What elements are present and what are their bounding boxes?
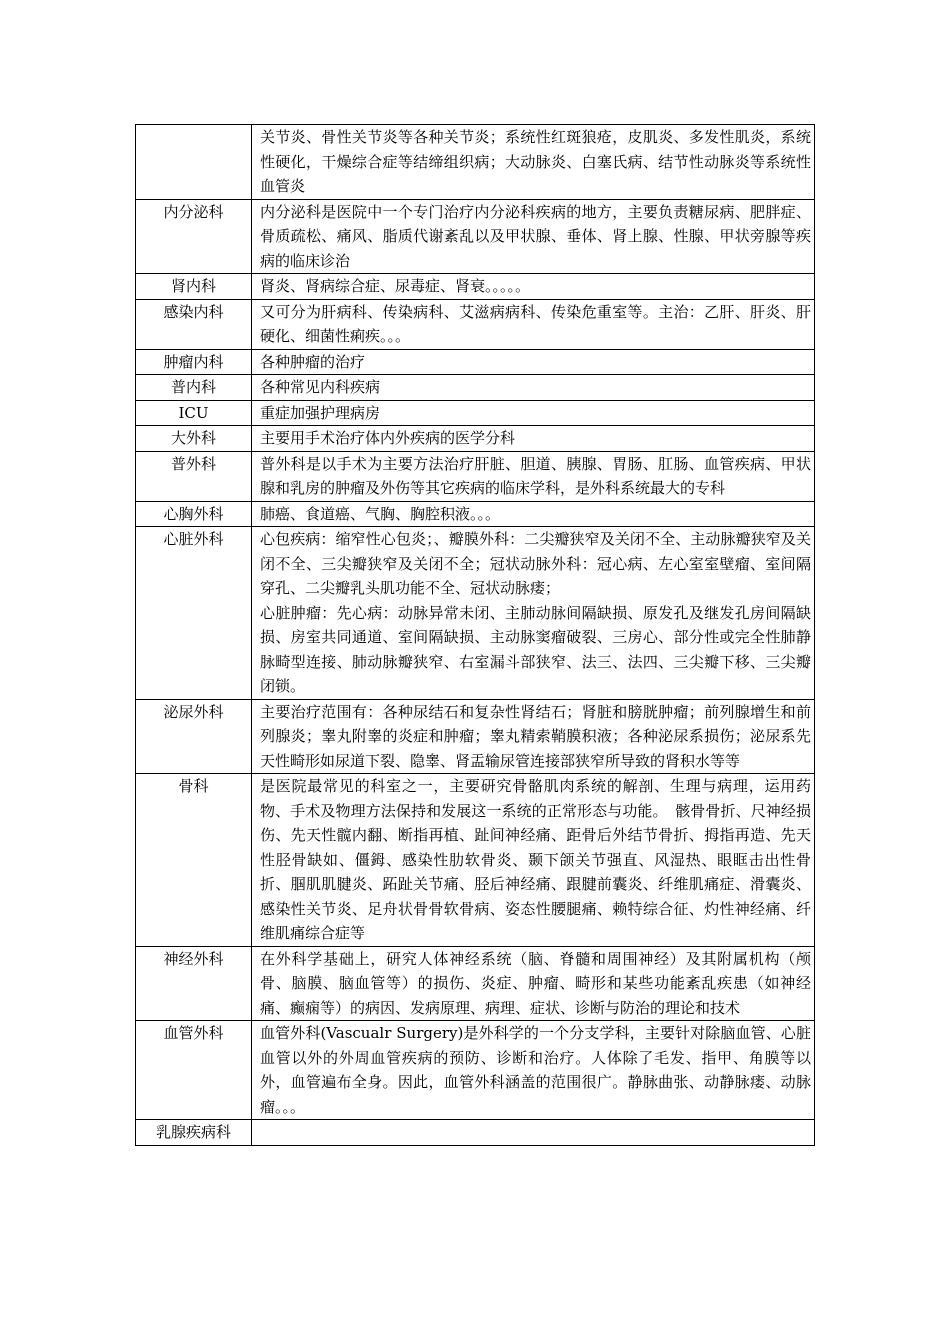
department-name: 血管外科 xyxy=(136,1021,252,1120)
table-row xyxy=(136,274,815,300)
department-description xyxy=(252,501,815,527)
department-name: 肿瘤内科 xyxy=(136,349,252,375)
table-row xyxy=(136,125,815,200)
table-row xyxy=(136,946,815,1021)
department-table-body xyxy=(136,125,815,1146)
table-row xyxy=(136,199,815,274)
description-paragraph: 普外科是以手术为主要方法治疗肝脏、胆道、胰腺、胃肠、肛肠、血管疾病、甲状腺和乳房的肿瘤及外伤等其它疾病的临床学科，是外科系统最大的专科 xyxy=(260,454,811,497)
description-paragraph: 内分泌科是医院中一个专门治疗内分泌科疾病的地方，主要负责糖尿病、肥胖症、骨质疏松、痛风、脂质代谢紊乱以及甲状腺、垂体、肾上腺、性腺、甲状旁腺等疾病的临床诊治 xyxy=(260,202,811,270)
department-name: 普外科 xyxy=(136,451,252,501)
description-paragraph: 关节炎、骨性关节炎等各种关节炎；系统性红斑狼疮，皮肌炎、多发性肌炎，系统性硬化，干燥综合症等结缔组织病；大动脉炎、白塞氏病、结节性动脉炎等系统性血管炎 xyxy=(260,128,811,195)
table-row xyxy=(136,1120,815,1146)
department-description xyxy=(252,199,815,274)
table-row xyxy=(136,774,815,947)
description-paragraph: 重症加强护理病房 xyxy=(260,403,381,422)
department-description xyxy=(252,946,815,1021)
department-name: ICU xyxy=(136,400,252,426)
department-name: 普内科 xyxy=(136,375,252,401)
department-table xyxy=(135,124,815,1146)
department-name: 泌尿外科 xyxy=(136,699,252,774)
department-description xyxy=(252,451,815,501)
department-description xyxy=(252,274,815,300)
table-row xyxy=(136,527,815,700)
department-description xyxy=(252,774,815,947)
department-name: 骨科 xyxy=(136,774,252,947)
table-row xyxy=(136,699,815,774)
department-name: 肾内科 xyxy=(136,274,252,300)
table-row xyxy=(136,299,815,349)
description-paragraph: 心包疾病：缩窄性心包炎；、瓣膜外科：二尖瓣狭窄及关闭不全、主动脉瓣狭窄及关闭不全、三尖瓣狭窄及关闭不全；冠状动脉外科：冠心病、左心室室壁瘤、室间隔穿孔、二尖瓣乳头肌功能不全、冠状动脉瘘； xyxy=(260,530,811,597)
description-paragraph: 又可分为肝病科、传染病科、艾滋病病科、传染危重室等。主治：乙肝、肝炎、肝硬化、细菌性痢疾。。。 xyxy=(260,302,811,345)
table-row xyxy=(136,501,815,527)
department-description xyxy=(252,527,815,700)
department-name: 内分泌科 xyxy=(136,199,252,274)
department-description xyxy=(252,299,815,349)
department-description xyxy=(252,349,815,375)
table-row xyxy=(136,1021,815,1120)
department-name: 大外科 xyxy=(136,426,252,452)
description-paragraph: 肺癌、食道癌、气胸、胸腔积液。。。 xyxy=(260,504,501,523)
department-name xyxy=(136,125,252,200)
department-description xyxy=(252,1120,815,1146)
description-paragraph: 是医院最常见的科室之一，主要研究骨骼肌肉系统的解剖、生理与病理，运用药物、手术及物理方法保持和发展这一系统的正常形态与功能。 骸骨骨折、尺神经损伤、先天性髋内翻、断指再植、趾间神经痛、距骨后外结节骨折、拇指再造、先天性胫骨缺如、僵鉧、感染性肋软骨炎、颞下颌关节强直、风湿热、眼眶击出性骨折、腘肌肌腱炎、跖趾关节痛、胫后神经痛、跟腱前囊炎、纤维肌痛症、滑囊炎、感染性关节炎、足舟状骨骨软骨病、姿态性腰腿痛、赖特综合征、灼性神经痛、纤维肌痛综合症等 xyxy=(260,777,811,942)
table-row xyxy=(136,426,815,452)
department-name: 感染内科 xyxy=(136,299,252,349)
description-paragraph: 心脏肿瘤：先心病：动脉异常未闭、主肺动脉间隔缺损、原发孔及继发孔房间隔缺损、房室共同通道、室间隔缺损、主动脉窦瘤破裂、三房心、部分性或完全性肺静脉畸型连接、肺动脉瓣狭窄、右室漏斗部狭窄、法三、法四、三尖瓣下移、三尖瓣闭锁。 xyxy=(260,603,811,695)
description-paragraph: 各种肿瘤的治疗 xyxy=(260,352,366,371)
description-paragraph: 在外科学基础上，研究人体神经系统（脑、脊髓和周围神经）及其附属机构（颅骨、脑膜、脑血管等）的损伤、炎症、肿瘤、畸形和某些功能紊乱疾患（如神经痛、癫痫等）的病因、发病原理、病理、症状、诊断与防治的理论和技术 xyxy=(260,949,811,1017)
department-name: 乳腺疾病科 xyxy=(136,1120,252,1146)
description-paragraph: 主要治疗范围有：各种尿结石和复杂性肾结石；肾脏和膀胱肿瘤；前列腺增生和前列腺炎；睾丸附睾的炎症和肿瘤；睾丸精索鞘膜积液；各种泌尿系损伤；泌尿系先天性畸形如尿道下裂、隐睾、肾盂输尿管连接部狭窄所导致的肾积水等等 xyxy=(260,702,811,770)
department-description xyxy=(252,699,815,774)
department-name: 心脏外科 xyxy=(136,527,252,700)
department-description xyxy=(252,375,815,401)
department-description xyxy=(252,1021,815,1120)
table-row xyxy=(136,451,815,501)
table-row xyxy=(136,400,815,426)
description-paragraph: 主要用手术治疗体内外疾病的医学分科 xyxy=(260,429,516,447)
department-name: 心胸外科 xyxy=(136,501,252,527)
table-row xyxy=(136,349,815,375)
department-description xyxy=(252,125,815,200)
description-paragraph: 肾炎、肾病综合症、尿毒症、肾衰。。。。。 xyxy=(260,277,531,295)
department-name: 神经外科 xyxy=(136,946,252,1021)
table-row xyxy=(136,375,815,401)
description-paragraph: 各种常见内科疾病 xyxy=(260,378,381,396)
department-description xyxy=(252,400,815,426)
department-description xyxy=(252,426,815,452)
description-paragraph: 血管外科(Vascualr Surgery)是外科学的一个分支学科，主要针对除脑血管、心脏血管以外的外周血管疾病的预防、诊断和治疗。人体除了毛发、指甲、角膜等以外，血管遍布全身。因此，血管外科涵盖的范围很广。静脉曲张、动静脉瘘、动脉瘤。。。 xyxy=(260,1024,811,1116)
